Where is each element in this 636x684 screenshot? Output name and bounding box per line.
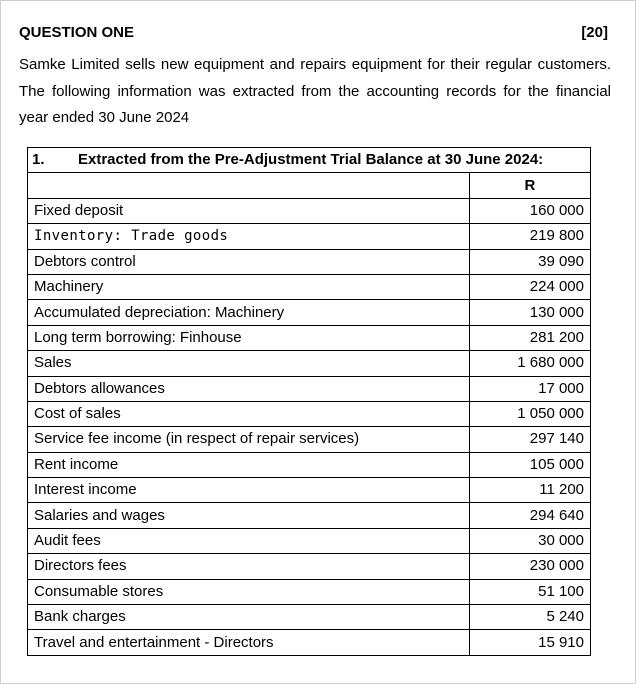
table-row [28,605,591,630]
row-amount: 224 000 [469,274,590,299]
row-label: Salaries and wages [28,503,470,528]
row-label: Interest income [28,478,470,503]
row-amount: 297 140 [469,427,590,452]
currency-header: R [469,173,590,198]
row-amount: 17 000 [469,376,590,401]
question-marks: [20] [581,24,608,41]
trial-balance-table [27,147,591,656]
row-amount: 11 200 [469,478,590,503]
row-amount: 230 000 [469,554,590,579]
blank-header-cell [28,173,470,198]
row-amount: 219 800 [469,224,590,249]
table-row [28,300,591,325]
row-label: Accumulated depreciation: Machinery [28,300,470,325]
table-row [28,452,591,477]
row-label: Machinery [28,274,470,299]
currency-header-row [28,173,591,198]
question-heading [19,23,608,43]
row-label: Long term borrowing: Finhouse [28,325,470,350]
table-row [28,503,591,528]
row-amount: 281 200 [469,325,590,350]
table-title-text: Extracted from the Pre-Adjustment Trial Balance at 30 June 2024: [78,151,544,169]
row-label: Bank charges [28,605,470,630]
table-row [28,554,591,579]
table-row [28,249,591,274]
table-row [28,224,591,249]
table-row [28,198,591,223]
row-label: Directors fees [28,554,470,579]
row-amount: 51 100 [469,579,590,604]
row-label: Fixed deposit [28,198,470,223]
table-title-row [28,148,591,173]
row-label: Sales [28,351,470,376]
row-label: Debtors allowances [28,376,470,401]
table-title [28,148,591,173]
row-label: Travel and entertainment - Directors [28,630,470,655]
table-row [28,528,591,553]
question-intro: Samke Limited sells new equipment and repairs equipment for their regular customers. The following information was extracted from the accounting records for the financial year ended 30 June 2024 [19,56,611,126]
row-amount: 30 000 [469,528,590,553]
row-label: Consumable stores [28,579,470,604]
row-amount: 294 640 [469,503,590,528]
table-number: 1. [32,151,45,169]
row-amount: 5 240 [469,605,590,630]
row-amount: 130 000 [469,300,590,325]
row-amount: 1 050 000 [469,401,590,426]
table-row [28,579,591,604]
row-label: Audit fees [28,528,470,553]
row-label: Cost of sales [28,401,470,426]
table-row [28,376,591,401]
table-row [28,351,591,376]
row-amount: 15 910 [469,630,590,655]
table-row [28,274,591,299]
row-label: Rent income [28,452,470,477]
table-row [28,325,591,350]
table-row [28,401,591,426]
row-label: Inventory: Trade goods [28,224,470,249]
row-label: Debtors control [28,249,470,274]
question-title: QUESTION ONE [19,24,135,41]
table-row [28,630,591,655]
table-row [28,427,591,452]
table-row [28,478,591,503]
row-amount: 160 000 [469,198,590,223]
row-amount: 105 000 [469,452,590,477]
row-amount: 1 680 000 [469,351,590,376]
row-label: Service fee income (in respect of repair services) [28,427,470,452]
row-amount: 39 090 [469,249,590,274]
